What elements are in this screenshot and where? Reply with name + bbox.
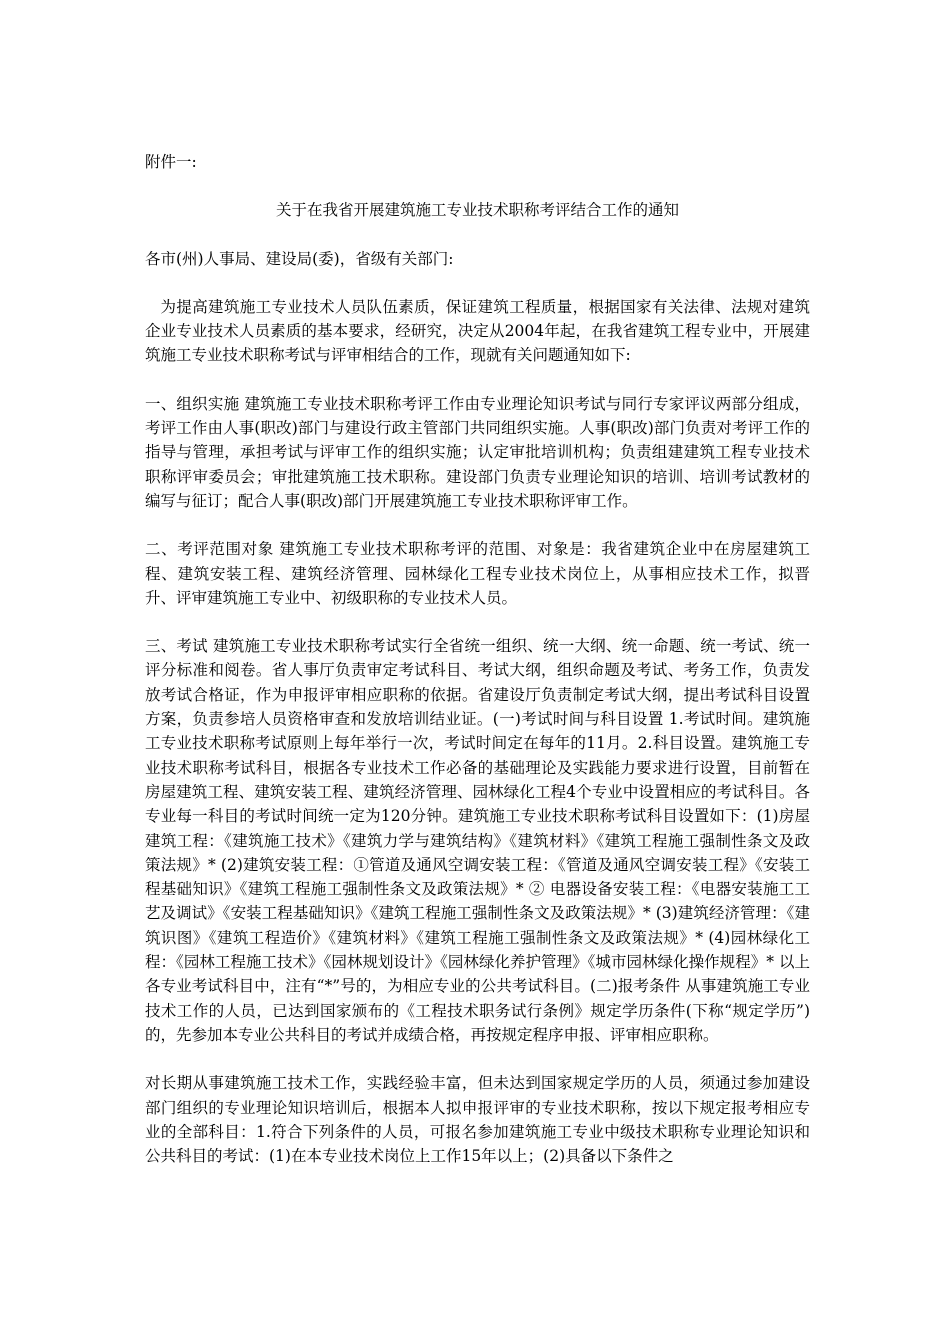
document-page xyxy=(145,150,810,1168)
section-conditions: 对长期从事建筑施工技术工作，实践经验丰富，但未达到国家规定学历的人员，须通过参加建设部门组织的专业理论知识培训后，根据本人拟申报评审的专业技术职称，按以下规定报考相应专业的全部科目：1.符合下列条件的人员，可报名参加建筑施工专业中级技术职称专业理论知识和公共科目的考试：(1)在本专业技术岗位上工作15年以上；(2)具备以下条件之 xyxy=(145,1074,810,1166)
intro-paragraph: 为提高建筑施工专业技术人员队伍素质，保证建筑工程质量，根据国家有关法律、法规对建筑企业专业技术人员素质的基本要求，经研究，决定从2004年起，在我省建筑工程专业中，开展建筑施工专业技术职称考试与评审相结合的工作，现就有关问题通知如下: xyxy=(145,297,810,365)
attachment-label: 附件一: xyxy=(145,153,197,171)
salutation: 各市(州)人事局、建设局(委)，省级有关部门: xyxy=(145,249,454,268)
document-title: 关于在我省开展建筑施工专业技术职称考评结合工作的通知 xyxy=(275,201,679,220)
section-exam: 三、考试 建筑施工专业技术职称考试实行全省统一组织、统一大纲、统一命题、统一考试、统一评分标准和阅卷。省人事厅负责审定考试科目、考试大纲，组织命题及考试、考务工作，负责发放考试合格证，作为申报评审相应职称的依据。省建设厅负责制定考试大纲，提出考试科目设置方案，负责参培人员资格审查和发放培训结业证。(一)考试时间与科目设置 1.考试时间。建筑施工专业技术职称考试原则上每年举行一次，考试时间定在每年的11月。2.科目设置。建筑施工专业技术职称考试科目，根据各专业技术工作必备的基础理论及实践能力要求进行设置，目前暂在房屋建筑工程、建筑安装工程、建筑经济管理、园林绿化工程4个专业中设置相应的考试科目。各专业每一科目的考试时间统一定为120分钟。建筑施工专业技术职称考试科目设置如下：(1)房屋建筑工程：《建筑施工技术》《建筑力学与建筑结构》《建筑材料》《建筑工程施工强制性条文及政策法规》* (2)建筑安装工程：①管道及通风空调安装工程：《管道及通风空调安装工程》《安装工程基础知识》《建筑工程施工强制性条文及政策法规》* ② 电器设备安装工程：《电器安装施工工艺及调试》《安装工程基础知识》《建筑工程施工强制性条文及政策法规》* (3)建筑经济管理：《建筑识图》《建筑工程造价》《建筑材料》《建筑工程施工强制性条文及政策法规》* (4)园林绿化工程：《园林工程施工技术》《园林规划设计》《园林绿化养护管理》《城市园林绿化操作规程》* 以上各专业考试科目中，注有“*”号的，为相应专业的公共考试科目。(二)报考条件 从事建筑施工专业技术工作的人员，已达到国家颁布的《工程技术职务试行条例》规定学历条件(下称“规定学历”)的，先参加本专业公共科目的考试并成绩合格，再按规定程序申报、评审相应职称。 xyxy=(145,637,810,1044)
section-organization: 一、组织实施 建筑施工专业技术职称考评工作由专业理论知识考试与同行专家评议两部分组成，考评工作由人事(职改)部门与建设行政主管部门共同组织实施。人事(职改)部门负责对考评工作的指导与管理，承担考试与评审工作的组织实施；认定审批培训机构；负责组建建筑工程专业技术职称评审委员会；审批建筑施工技术职称。建设部门负责专业理论知识的培训、培训考试教材的编写与征订；配合人事(职改)部门开展建筑施工专业技术职称评审工作。 xyxy=(145,394,810,510)
section-scope: 二、考评范围对象 建筑施工专业技术职称考评的范围、对象是：我省建筑企业中在房屋建筑工程、建筑安装工程、建筑经济管理、园林绿化工程专业技术岗位上，从事相应技术工作，拟晋升、评审建筑施工专业中、初级职称的专业技术人员。 xyxy=(145,540,810,607)
